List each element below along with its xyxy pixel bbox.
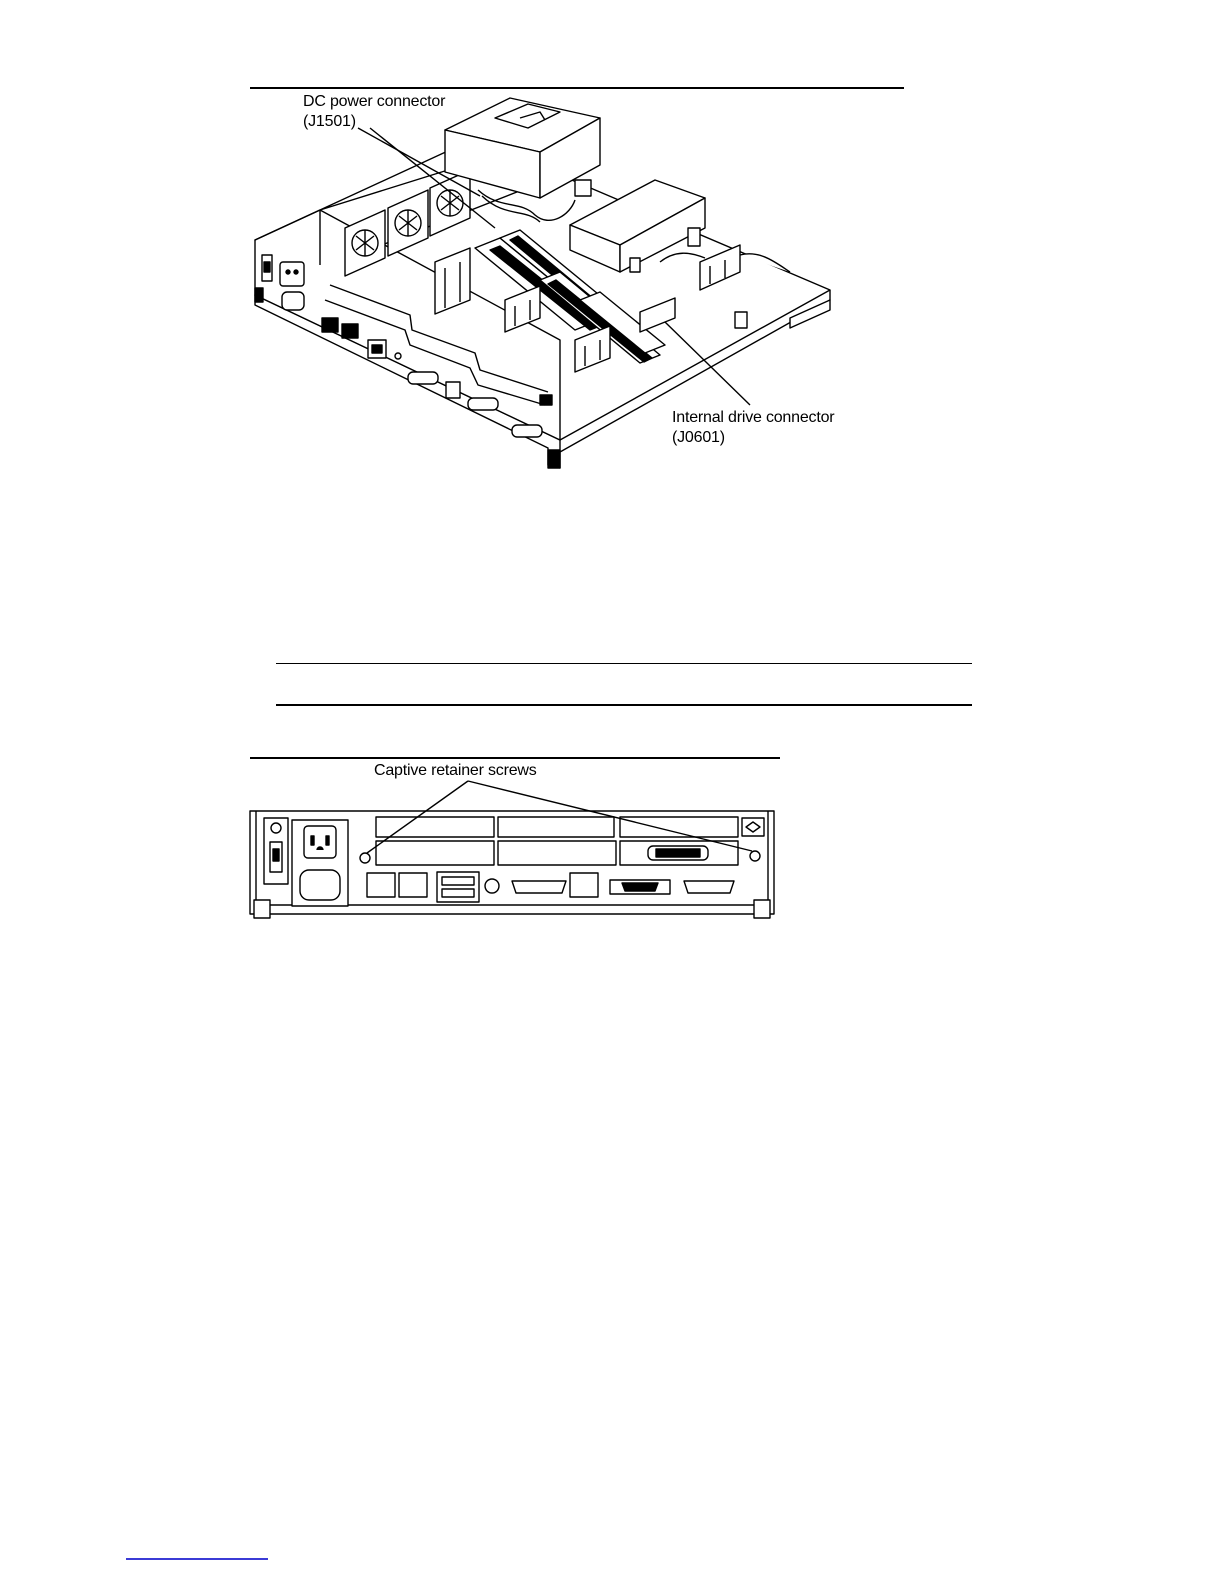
right-captive-screw	[750, 851, 760, 861]
footer-link-underline[interactable]	[126, 1558, 268, 1560]
dc-power-connector-label-line1: DC power connector	[303, 93, 446, 110]
internal-drive-connector-label-line2: (J0601)	[672, 429, 725, 446]
captive-screws-label: Captive retainer screws	[374, 762, 537, 779]
dc-power-connector-label-line2: (J1501)	[303, 113, 356, 130]
left-captive-screw	[360, 853, 370, 863]
internal-drive-connector-label-line1: Internal drive connector	[672, 409, 835, 426]
right-foot	[754, 900, 770, 918]
left-foot	[254, 900, 270, 918]
